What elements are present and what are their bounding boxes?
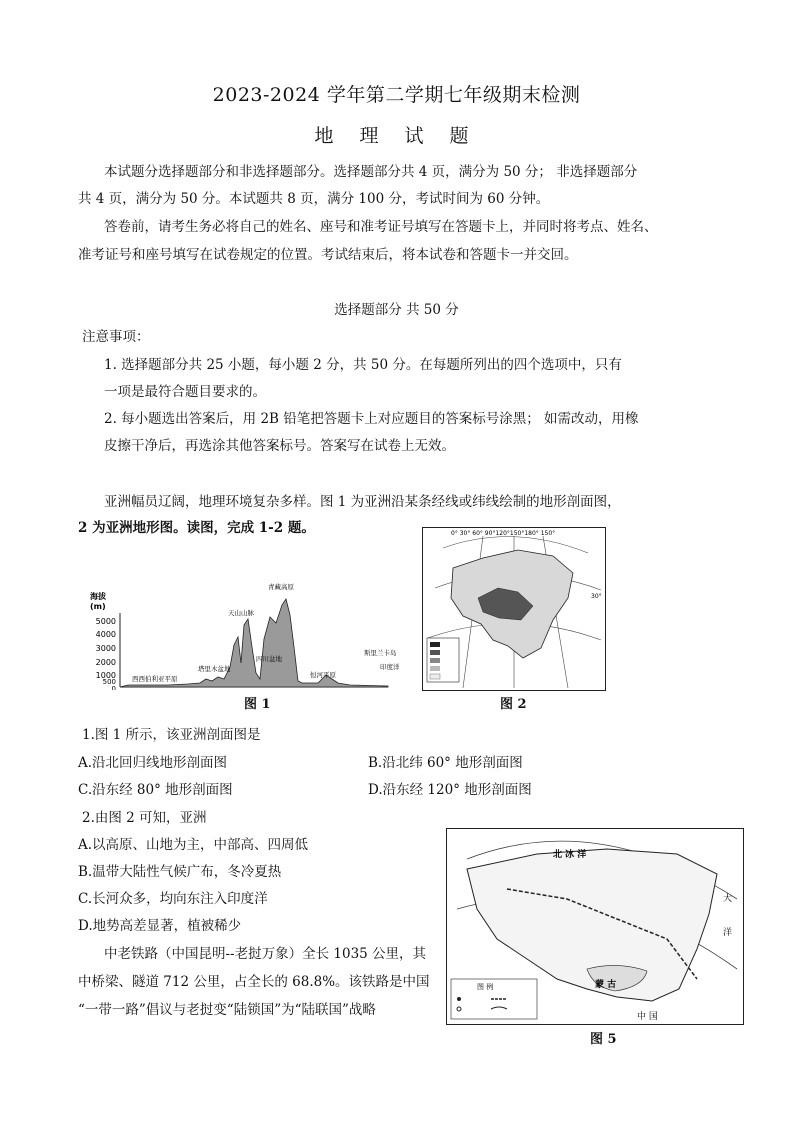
figure-2-map xyxy=(422,527,606,691)
stem2-line-1: 中老铁路（中国昆明--老挝万象）全长 1035 公里，其 xyxy=(104,946,427,962)
stem-line-1: 亚洲幅员辽阔，地理环境复杂多样。图 1 为亚洲沿某条经线或纬线绘制的地形剖面图， xyxy=(104,494,621,510)
q2-stem: 2.由图 2 可知，亚洲 xyxy=(82,810,207,826)
profile-y-tick: 3000 xyxy=(95,644,116,653)
notice-item-1a: 1. 选择题部分共 25 小题，每小题 2 分，共 50 分。在每题所列出的四个选项中，只有 xyxy=(104,357,622,373)
q1-option-b: B.沿北纬 60° 地形剖面图 xyxy=(368,755,523,771)
profile-label-sri-lanka: 斯里兰卡岛 xyxy=(364,649,397,657)
stem2-line-2: 中桥梁、隧道 712 公里，占全长的 68.8%。该铁路是中国 xyxy=(78,974,430,990)
fig5-label-arctic: 北 冰 洋 xyxy=(553,850,587,860)
figure-5-map xyxy=(446,828,744,1025)
profile-label-ganges: 恒河平原 xyxy=(310,671,336,679)
figure-5-caption: 图 5 xyxy=(590,1032,617,1047)
map-legend-swatch xyxy=(430,658,440,663)
profile-y-tick: 1000 xyxy=(95,671,116,680)
section-title: 选择题部分 共 50 分 xyxy=(334,302,459,318)
figure-1-caption: 图 1 xyxy=(244,697,271,712)
profile-terrain xyxy=(120,599,388,687)
fig5-map-svg xyxy=(447,829,743,1024)
intro-line-4: 准考证号和座号填写在试卷规定的位置。考试结束后，将本试卷和答题卡一并交回。 xyxy=(78,247,578,263)
q1-option-d: D.沿东经 120° 地形剖面图 xyxy=(368,782,532,798)
intro-line-3: 答卷前，请考生务必将自己的姓名、座号和准考证号填写在答题卡上，并同时将考点、姓名、 xyxy=(104,219,658,235)
profile-label-tianshan: 天山山脉 xyxy=(228,609,254,617)
figure-1-profile xyxy=(88,575,413,690)
profile-y-tick: 0 xyxy=(111,685,116,690)
q2-option-a: A.以高原、山地为主，中部高、四周低 xyxy=(78,837,309,853)
notice-heading: 注意事项： xyxy=(82,329,150,345)
profile-y-tick: 2000 xyxy=(95,658,116,667)
stem2-line-3: “一带一路”倡议与老挝变“陆锁国”为“陆联国”战略 xyxy=(78,1002,376,1018)
map-legend-swatch xyxy=(430,642,440,647)
q2-option-d: D.地势高差显著，植被稀少 xyxy=(78,918,242,934)
map-latitude-label: 30° xyxy=(591,593,602,600)
notice-item-2a: 2. 每小题选出答案后，用 2B 铅笔把答题卡上对应题目的答案标号涂黑； 如需改动，用橡 xyxy=(104,411,639,427)
q2-option-c: C.长河众多，均向东注入印度洋 xyxy=(78,891,268,907)
profile-label-west-siberia: 西西伯利亚平原 xyxy=(132,675,178,683)
profile-y-label-1: 海拔 xyxy=(90,592,106,601)
notice-item-1b: 一项是最符合题目要求的。 xyxy=(104,384,266,400)
profile-y-tick: 500 xyxy=(102,678,116,686)
map-legend-swatch xyxy=(430,674,440,679)
profile-label-sichuan: 四川盆地 xyxy=(256,655,282,663)
profile-label-indian-ocean: 印度洋 xyxy=(380,663,400,671)
notice-item-2b: 皮擦干净后，再选涂其他答案标号。答案写在试卷上无效。 xyxy=(104,438,455,454)
asia-map-svg xyxy=(423,528,605,690)
q1-option-c: C.沿东经 80° 地形剖面图 xyxy=(78,782,233,798)
profile-y-tick: 4000 xyxy=(95,630,116,639)
q2-option-b: B.温带大陆性气候广布，冬冷夏热 xyxy=(78,864,282,880)
fig5-label-china: 中 国 xyxy=(637,1012,658,1022)
fig5-legend-symbol xyxy=(457,997,461,1001)
subject-title: 地 理 试 题 xyxy=(314,125,479,147)
profile-label-tarim: 塔里木盆地 xyxy=(198,665,231,673)
map-legend-swatch xyxy=(430,650,440,655)
fig5-label-pacific-2: 洋 xyxy=(723,928,733,938)
fig5-label-pacific-1: 大 xyxy=(723,894,733,904)
fig5-label-mongolia: 蒙 古 xyxy=(595,980,617,990)
fig5-legend-title: 图 例 xyxy=(477,983,494,991)
map-longitude-labels: 0° 30° 60° 90°120°150°180° 150° xyxy=(451,530,556,537)
figure-2-caption: 图 2 xyxy=(500,697,527,712)
map-legend-swatch xyxy=(430,666,440,671)
exam-title: 2023-2024 学年第二学期七年级期末检测 xyxy=(212,84,581,106)
q1-option-a: A.沿北回归线地形剖面图 xyxy=(78,755,228,771)
profile-label-qinghai-tibet: 青藏高原 xyxy=(268,583,294,591)
profile-y-tick: 5000 xyxy=(95,617,116,626)
q1-stem: 1.图 1 所示，该亚洲剖面图是 xyxy=(82,727,261,743)
stem-line-2: 2 为亚洲地形图。读图，完成 1-2 题。 xyxy=(78,520,315,536)
profile-y-label-2: (m) xyxy=(90,602,106,611)
profile-svg xyxy=(88,575,413,690)
intro-line-2: 共 4 页，满分为 50 分。本试题共 8 页，满分 100 分，考试时间为 60 分钟。 xyxy=(78,191,550,207)
intro-line-1: 本试题分选择题部分和非选择题部分。选择题部分共 4 页，满分为 50 分； 非选择题部分 xyxy=(104,164,638,180)
